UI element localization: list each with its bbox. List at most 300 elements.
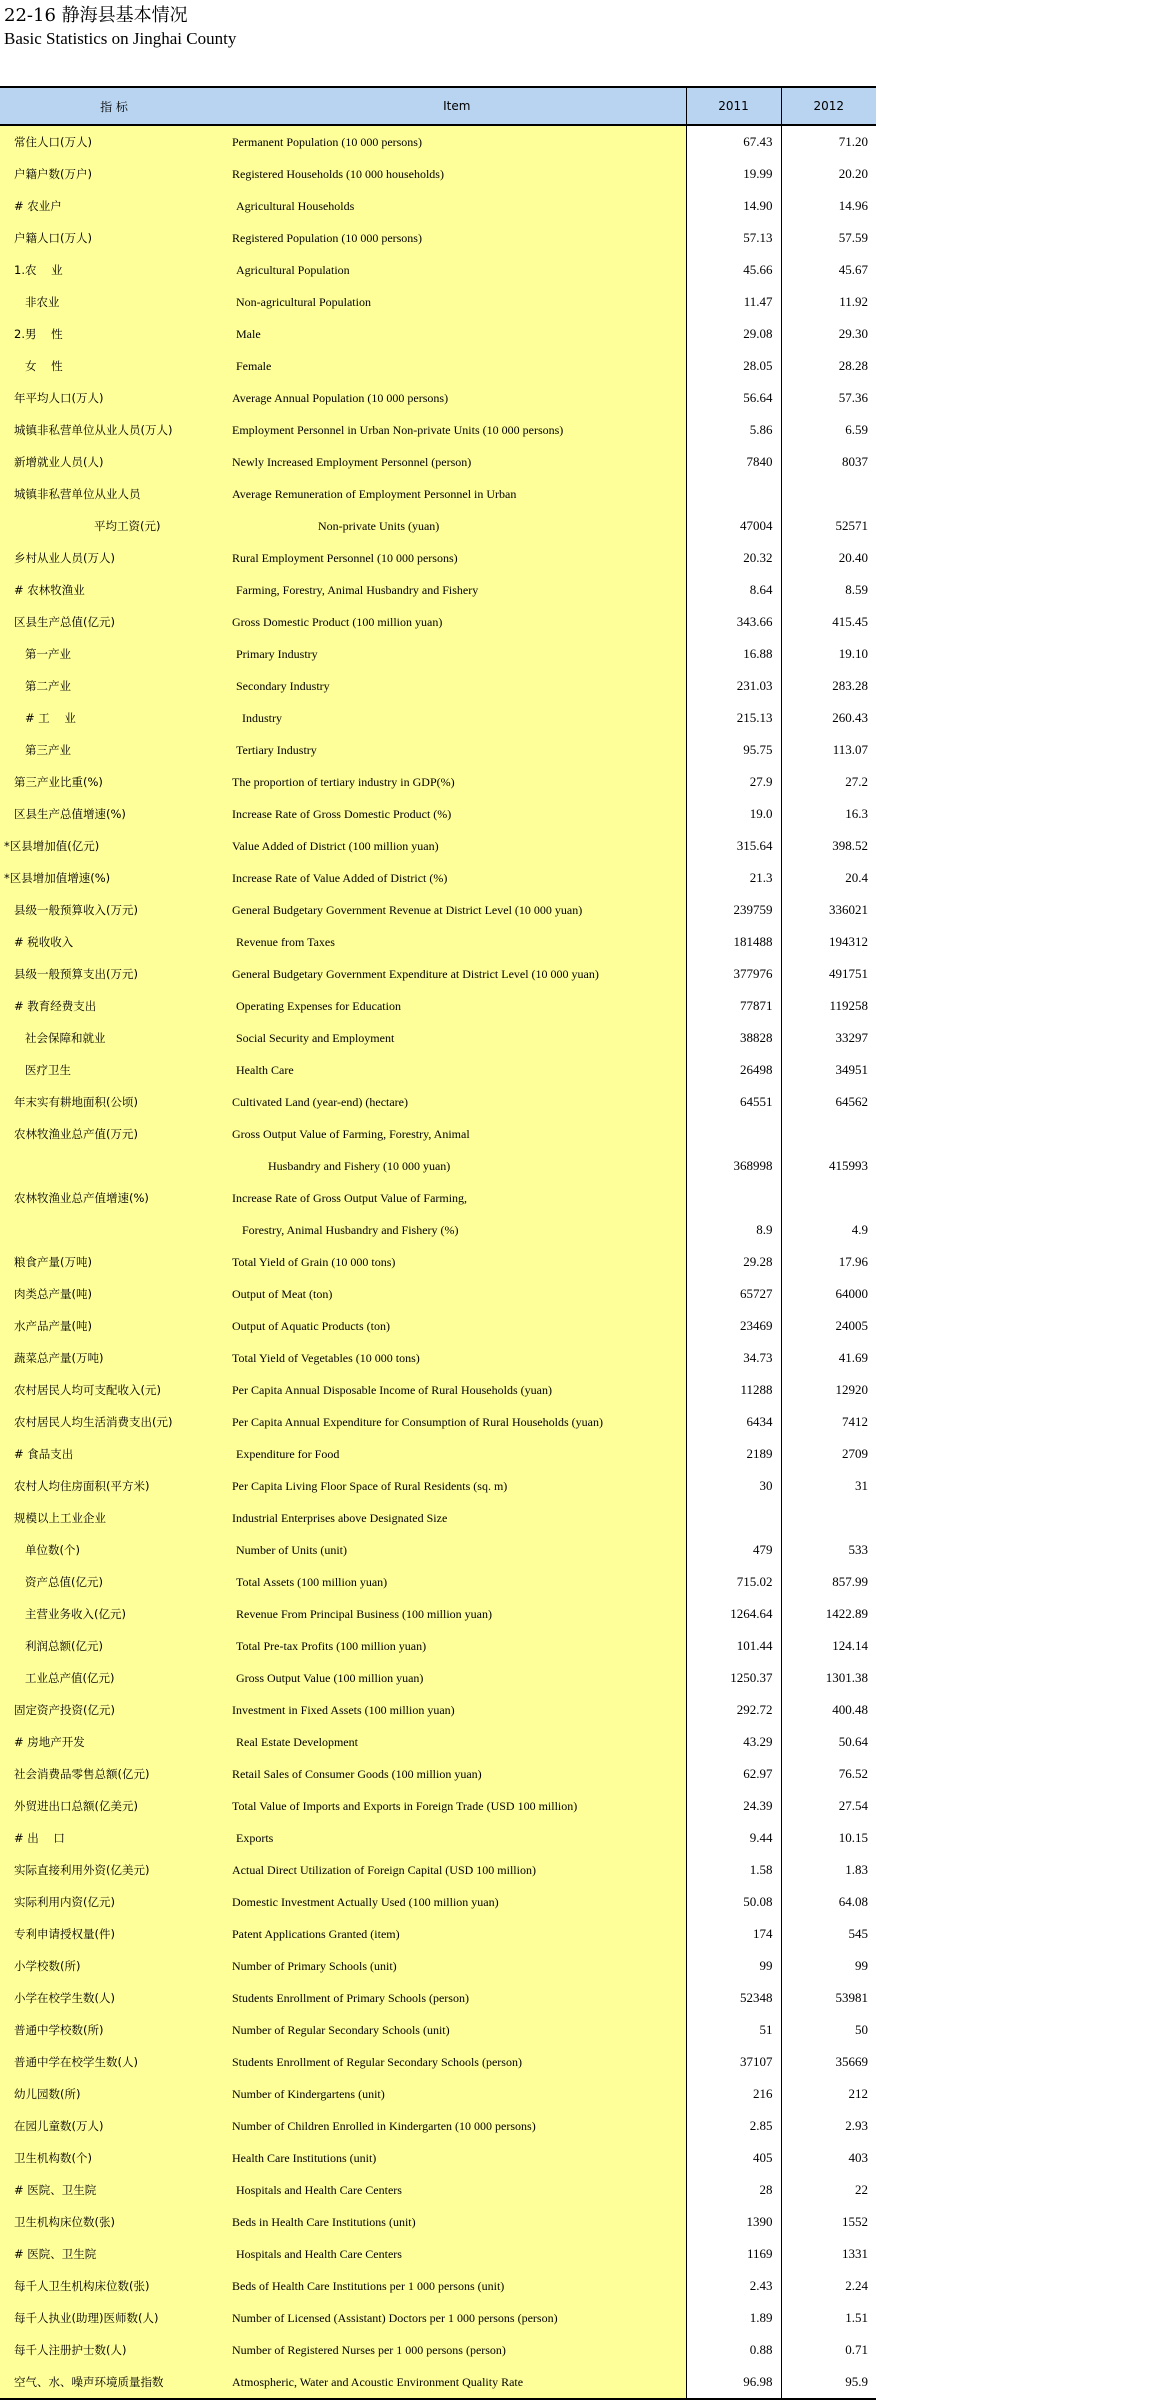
table-row bbox=[0, 1022, 876, 1054]
indicator-cn-cell: 每千人执业(助理)医师数(人) bbox=[0, 2302, 228, 2334]
value-2011-cell bbox=[686, 1502, 781, 1534]
indicator-cn-cell: 小学在校学生数(人) bbox=[0, 1982, 228, 2014]
indicator-cn-cell: 社会消费品零售总额(亿元) bbox=[0, 1758, 228, 1790]
table-row bbox=[0, 1182, 876, 1214]
item-en-cell: Students Enrollment of Primary Schools (person) bbox=[228, 1982, 686, 2014]
value-2011-cell: 23469 bbox=[686, 1310, 781, 1342]
value-2011-cell: 37107 bbox=[686, 2046, 781, 2078]
table-row bbox=[0, 862, 876, 894]
indicator-cn-cell: # 工 业 bbox=[0, 702, 228, 734]
item-en-cell: Average Remuneration of Employment Personnel in Urban bbox=[228, 478, 686, 510]
value-2012-cell: 283.28 bbox=[832, 678, 868, 693]
indicator-cn-cell: 主营业务收入(亿元) bbox=[0, 1598, 228, 1630]
item-en-cell: Permanent Population (10 000 persons) bbox=[228, 125, 686, 158]
value-2012-cell: 11.92 bbox=[839, 294, 868, 309]
value-2012-cell: 1.51 bbox=[845, 2310, 868, 2325]
item-en-cell: General Budgetary Government Revenue at District Level (10 000 yuan) bbox=[228, 894, 686, 926]
value-2012-cell bbox=[781, 1118, 876, 1150]
value-2011-cell: 174 bbox=[686, 1918, 781, 1950]
value-2012-cell: 57.36 bbox=[838, 390, 868, 405]
value-2012-cell: 19.10 bbox=[838, 646, 868, 661]
indicator-cn-cell: 医疗卫生 bbox=[0, 1054, 228, 1086]
indicator-cn-cell: 固定资产投资(亿元) bbox=[0, 1694, 228, 1726]
table-row bbox=[0, 606, 876, 638]
value-2011-cell: 0.88 bbox=[686, 2334, 781, 2366]
item-en-cell: Per Capita Living Floor Space of Rural Residents (sq. m) bbox=[228, 1470, 686, 1502]
table-row bbox=[0, 1246, 876, 1278]
value-2012-cell: 64562 bbox=[835, 1094, 868, 1109]
table-row bbox=[0, 1726, 876, 1758]
indicator-cn-cell: 第三产业 bbox=[0, 734, 228, 766]
value-2012-cell: 1.83 bbox=[845, 1862, 868, 1877]
value-2011-cell: 26498 bbox=[686, 1054, 781, 1086]
value-2012-cell: 4.9 bbox=[851, 1222, 868, 1237]
indicator-cn-cell: # 医院、卫生院 bbox=[0, 2174, 228, 2206]
value-2012-cell: 2709 bbox=[842, 1446, 868, 1461]
item-en-cell: Male bbox=[228, 318, 686, 350]
indicator-cn-cell: *区县增加值增速(%) bbox=[0, 862, 228, 894]
indicator-cn-cell: 2.男 性 bbox=[0, 318, 228, 350]
item-en-cell: Investment in Fixed Assets (100 million yuan) bbox=[228, 1694, 686, 1726]
item-en-cell: Gross Domestic Product (100 million yuan) bbox=[228, 606, 686, 638]
indicator-cn-cell: 第一产业 bbox=[0, 638, 228, 670]
item-en-cell: Exports bbox=[228, 1822, 686, 1854]
value-2012-cell bbox=[781, 1502, 876, 1534]
table-row bbox=[0, 702, 876, 734]
page-subtitle: Basic Statistics on Jinghai County bbox=[4, 29, 237, 48]
header-item: Item bbox=[228, 87, 686, 125]
indicator-cn-cell: 专利申请授权量(件) bbox=[0, 1918, 228, 1950]
indicator-cn-cell: 规模以上工业企业 bbox=[0, 1502, 228, 1534]
value-2012-cell: 415.45 bbox=[832, 614, 868, 629]
value-2012-cell: 403 bbox=[848, 2150, 868, 2165]
value-2012-cell: 16.3 bbox=[845, 806, 868, 821]
table-row bbox=[0, 350, 876, 382]
table-row bbox=[0, 1982, 876, 2014]
indicator-cn-cell: 户籍人口(万人) bbox=[0, 222, 228, 254]
value-2012-cell: 7412 bbox=[842, 1414, 868, 1429]
value-2011-cell: 43.29 bbox=[686, 1726, 781, 1758]
value-2012-cell: 10.15 bbox=[838, 1830, 868, 1845]
value-2011-cell: 96.98 bbox=[686, 2366, 781, 2399]
table-row bbox=[0, 1566, 876, 1598]
item-en-cell: Retail Sales of Consumer Goods (100 million yuan) bbox=[228, 1758, 686, 1790]
value-2012-cell: 20.20 bbox=[838, 166, 868, 181]
value-2011-cell: 479 bbox=[686, 1534, 781, 1566]
value-2011-cell: 2189 bbox=[686, 1438, 781, 1470]
indicator-cn-cell: 普通中学校数(所) bbox=[0, 2014, 228, 2046]
item-en-cell: Gross Output Value of Farming, Forestry, Animal bbox=[228, 1118, 686, 1150]
page-title: 22-16 静海县基本情况 bbox=[4, 5, 188, 26]
table-row bbox=[0, 1150, 876, 1182]
value-2012-cell: 22 bbox=[855, 2182, 868, 2197]
value-2012-cell: 1331 bbox=[842, 2246, 868, 2261]
value-2011-cell: 28.05 bbox=[686, 350, 781, 382]
table-row bbox=[0, 2238, 876, 2270]
value-2011-cell: 215.13 bbox=[686, 702, 781, 734]
item-en-cell: Expenditure for Food bbox=[228, 1438, 686, 1470]
item-en-cell: Operating Expenses for Education bbox=[228, 990, 686, 1022]
item-en-cell: Employment Personnel in Urban Non-private Units (10 000 persons) bbox=[228, 414, 686, 446]
value-2011-cell: 57.13 bbox=[686, 222, 781, 254]
value-2012-cell: 2.24 bbox=[845, 2278, 868, 2293]
table-row bbox=[0, 958, 876, 990]
value-2012-cell: 57.59 bbox=[838, 230, 868, 245]
table-row bbox=[0, 894, 876, 926]
item-en-cell: Non-private Units (yuan) bbox=[228, 510, 686, 542]
item-en-cell: Real Estate Development bbox=[228, 1726, 686, 1758]
value-2011-cell: 1264.64 bbox=[686, 1598, 781, 1630]
item-en-cell: Health Care Institutions (unit) bbox=[228, 2142, 686, 2174]
indicator-cn-cell: 城镇非私营单位从业人员 bbox=[0, 478, 228, 510]
item-en-cell: Number of Kindergartens (unit) bbox=[228, 2078, 686, 2110]
value-2011-cell: 292.72 bbox=[686, 1694, 781, 1726]
value-2012-cell: 34951 bbox=[835, 1062, 868, 1077]
item-en-cell: Beds in Health Care Institutions (unit) bbox=[228, 2206, 686, 2238]
indicator-cn-cell: 区县生产总值增速(%) bbox=[0, 798, 228, 830]
indicator-cn-cell: 户籍户数(万户) bbox=[0, 158, 228, 190]
value-2012-cell: 212 bbox=[848, 2086, 868, 2101]
value-2012-cell: 1422.89 bbox=[825, 1606, 868, 1621]
item-en-cell: Total Assets (100 million yuan) bbox=[228, 1566, 686, 1598]
table-row bbox=[0, 1886, 876, 1918]
value-2011-cell: 51 bbox=[686, 2014, 781, 2046]
value-2011-cell: 45.66 bbox=[686, 254, 781, 286]
item-en-cell: Value Added of District (100 million yuan) bbox=[228, 830, 686, 862]
value-2011-cell: 377976 bbox=[686, 958, 781, 990]
header-year-2012: 2012 bbox=[781, 87, 876, 125]
table-row bbox=[0, 734, 876, 766]
value-2011-cell: 38828 bbox=[686, 1022, 781, 1054]
indicator-cn-cell: # 教育经费支出 bbox=[0, 990, 228, 1022]
table-row bbox=[0, 2366, 876, 2399]
indicator-cn-cell: 县级一般预算收入(万元) bbox=[0, 894, 228, 926]
item-en-cell: Revenue from Taxes bbox=[228, 926, 686, 958]
value-2012-cell: 29.30 bbox=[838, 326, 868, 341]
item-en-cell: Agricultural Households bbox=[228, 190, 686, 222]
value-2011-cell: 6434 bbox=[686, 1406, 781, 1438]
value-2012-cell: 260.43 bbox=[832, 710, 868, 725]
value-2011-cell: 27.9 bbox=[686, 766, 781, 798]
item-en-cell: Female bbox=[228, 350, 686, 382]
value-2011-cell: 9.44 bbox=[686, 1822, 781, 1854]
table-row bbox=[0, 478, 876, 510]
table-row bbox=[0, 2046, 876, 2078]
value-2011-cell bbox=[686, 478, 781, 510]
table-row bbox=[0, 222, 876, 254]
value-2011-cell: 24.39 bbox=[686, 1790, 781, 1822]
table-row bbox=[0, 125, 876, 158]
table-row bbox=[0, 446, 876, 478]
value-2011-cell: 52348 bbox=[686, 1982, 781, 2014]
value-2011-cell: 21.3 bbox=[686, 862, 781, 894]
value-2011-cell: 34.73 bbox=[686, 1342, 781, 1374]
table-row bbox=[0, 1854, 876, 1886]
item-en-cell: Husbandry and Fishery (10 000 yuan) bbox=[228, 1150, 686, 1182]
item-en-cell: Atmospheric, Water and Acoustic Environment Quality Rate bbox=[228, 2366, 686, 2399]
item-en-cell: Increase Rate of Gross Output Value of Farming, bbox=[228, 1182, 686, 1214]
item-en-cell: Total Yield of Vegetables (10 000 tons) bbox=[228, 1342, 686, 1374]
value-2011-cell: 50.08 bbox=[686, 1886, 781, 1918]
table-row bbox=[0, 1630, 876, 1662]
value-2012-cell: 194312 bbox=[829, 934, 868, 949]
value-2012-cell bbox=[781, 1182, 876, 1214]
item-en-cell: Gross Output Value (100 million yuan) bbox=[228, 1662, 686, 1694]
value-2011-cell: 99 bbox=[686, 1950, 781, 1982]
indicator-cn-cell: 水产品产量(吨) bbox=[0, 1310, 228, 1342]
value-2012-cell: 0.71 bbox=[845, 2342, 868, 2357]
indicator-cn-cell: 农林牧渔业总产值增速(%) bbox=[0, 1182, 228, 1214]
indicator-cn-cell: 区县生产总值(亿元) bbox=[0, 606, 228, 638]
table-row bbox=[0, 318, 876, 350]
value-2012-cell: 24005 bbox=[835, 1318, 868, 1333]
value-2012-cell: 8037 bbox=[842, 454, 868, 469]
value-2011-cell: 30 bbox=[686, 1470, 781, 1502]
item-en-cell: Farming, Forestry, Animal Husbandry and Fishery bbox=[228, 574, 686, 606]
table-row bbox=[0, 1054, 876, 1086]
statistics-table bbox=[0, 86, 876, 2400]
item-en-cell: Non-agricultural Population bbox=[228, 286, 686, 318]
table-row bbox=[0, 510, 876, 542]
value-2012-cell: 2.93 bbox=[845, 2118, 868, 2133]
table-row bbox=[0, 1406, 876, 1438]
item-en-cell: Number of Primary Schools (unit) bbox=[228, 1950, 686, 1982]
item-en-cell: Increase Rate of Gross Domestic Product (%) bbox=[228, 798, 686, 830]
indicator-cn-cell: 农村居民人均可支配收入(元) bbox=[0, 1374, 228, 1406]
value-2012-cell bbox=[781, 478, 876, 510]
value-2012-cell: 28.28 bbox=[838, 358, 868, 373]
indicator-cn-cell: 非农业 bbox=[0, 286, 228, 318]
indicator-cn-cell: 普通中学在校学生数(人) bbox=[0, 2046, 228, 2078]
indicator-cn-cell: # 农业户 bbox=[0, 190, 228, 222]
table-row bbox=[0, 798, 876, 830]
indicator-cn-cell: 实际利用内资(亿元) bbox=[0, 1886, 228, 1918]
value-2011-cell: 101.44 bbox=[686, 1630, 781, 1662]
value-2011-cell: 231.03 bbox=[686, 670, 781, 702]
value-2012-cell: 64.08 bbox=[838, 1894, 868, 1909]
value-2012-cell: 35669 bbox=[835, 2054, 868, 2069]
item-en-cell: Social Security and Employment bbox=[228, 1022, 686, 1054]
item-en-cell: Number of Units (unit) bbox=[228, 1534, 686, 1566]
value-2012-cell: 27.2 bbox=[845, 774, 868, 789]
item-en-cell: Primary Industry bbox=[228, 638, 686, 670]
value-2011-cell: 19.0 bbox=[686, 798, 781, 830]
item-en-cell: Tertiary Industry bbox=[228, 734, 686, 766]
item-en-cell: Total Value of Imports and Exports in Foreign Trade (USD 100 million) bbox=[228, 1790, 686, 1822]
indicator-cn-cell: 乡村从业人员(万人) bbox=[0, 542, 228, 574]
table-row bbox=[0, 1790, 876, 1822]
table-row bbox=[0, 158, 876, 190]
indicator-cn-cell bbox=[0, 1150, 228, 1182]
value-2012-cell: 113.07 bbox=[832, 742, 868, 757]
indicator-cn-cell: 常住人口(万人) bbox=[0, 125, 228, 158]
indicator-cn-cell: # 税收收入 bbox=[0, 926, 228, 958]
value-2012-cell: 545 bbox=[848, 1926, 868, 1941]
table-row bbox=[0, 2174, 876, 2206]
table-row bbox=[0, 1310, 876, 1342]
indicator-cn-cell: 第三产业比重(%) bbox=[0, 766, 228, 798]
item-en-cell: Total Pre-tax Profits (100 million yuan) bbox=[228, 1630, 686, 1662]
value-2012-cell: 12920 bbox=[835, 1382, 868, 1397]
indicator-cn-cell: 农林牧渔业总产值(万元) bbox=[0, 1118, 228, 1150]
table-row bbox=[0, 1118, 876, 1150]
value-2011-cell: 368998 bbox=[686, 1150, 781, 1182]
item-en-cell: Output of Meat (ton) bbox=[228, 1278, 686, 1310]
value-2011-cell: 19.99 bbox=[686, 158, 781, 190]
value-2012-cell: 41.69 bbox=[838, 1350, 868, 1365]
value-2011-cell: 181488 bbox=[686, 926, 781, 958]
value-2012-cell: 124.14 bbox=[832, 1638, 868, 1653]
table-row bbox=[0, 990, 876, 1022]
value-2012-cell: 415993 bbox=[829, 1158, 868, 1173]
indicator-cn-cell: 在园儿童数(万人) bbox=[0, 2110, 228, 2142]
value-2012-cell: 45.67 bbox=[838, 262, 868, 277]
item-en-cell: Registered Population (10 000 persons) bbox=[228, 222, 686, 254]
value-2011-cell: 239759 bbox=[686, 894, 781, 926]
value-2011-cell: 1169 bbox=[686, 2238, 781, 2270]
value-2012-cell: 119258 bbox=[829, 998, 868, 1013]
table-row bbox=[0, 1502, 876, 1534]
indicator-cn-cell: 1.农 业 bbox=[0, 254, 228, 286]
value-2012-cell: 53981 bbox=[835, 1990, 868, 2005]
value-2011-cell: 65727 bbox=[686, 1278, 781, 1310]
indicator-cn-cell: 利润总额(亿元) bbox=[0, 1630, 228, 1662]
item-en-cell: Hospitals and Health Care Centers bbox=[228, 2174, 686, 2206]
indicator-cn-cell: 空气、水、噪声环境质量指数 bbox=[0, 2366, 228, 2399]
item-en-cell: Industrial Enterprises above Designated Size bbox=[228, 1502, 686, 1534]
value-2012-cell: 33297 bbox=[835, 1030, 868, 1045]
table-row bbox=[0, 1214, 876, 1246]
item-en-cell: Registered Households (10 000 households) bbox=[228, 158, 686, 190]
indicator-cn-cell: 外贸进出口总额(亿美元) bbox=[0, 1790, 228, 1822]
indicator-cn-cell: 社会保障和就业 bbox=[0, 1022, 228, 1054]
value-2011-cell: 1.89 bbox=[686, 2302, 781, 2334]
value-2011-cell: 77871 bbox=[686, 990, 781, 1022]
value-2011-cell: 29.28 bbox=[686, 1246, 781, 1278]
value-2011-cell bbox=[686, 1118, 781, 1150]
indicator-cn-cell: 平均工资(元) bbox=[0, 510, 228, 542]
table-row bbox=[0, 1918, 876, 1950]
indicator-cn-cell: 肉类总产量(吨) bbox=[0, 1278, 228, 1310]
indicator-cn-cell: # 医院、卫生院 bbox=[0, 2238, 228, 2270]
value-2011-cell: 67.43 bbox=[686, 125, 781, 158]
item-en-cell: Forestry, Animal Husbandry and Fishery (%) bbox=[228, 1214, 686, 1246]
value-2012-cell: 1552 bbox=[842, 2214, 868, 2229]
indicator-cn-cell bbox=[0, 1214, 228, 1246]
value-2011-cell: 47004 bbox=[686, 510, 781, 542]
item-en-cell: Number of Licensed (Assistant) Doctors per 1 000 persons (person) bbox=[228, 2302, 686, 2334]
value-2011-cell: 28 bbox=[686, 2174, 781, 2206]
value-2012-cell: 14.96 bbox=[838, 198, 868, 213]
value-2011-cell: 95.75 bbox=[686, 734, 781, 766]
item-en-cell: Output of Aquatic Products (ton) bbox=[228, 1310, 686, 1342]
value-2011-cell: 1.58 bbox=[686, 1854, 781, 1886]
value-2011-cell: 11.47 bbox=[686, 286, 781, 318]
value-2011-cell: 8.64 bbox=[686, 574, 781, 606]
value-2011-cell: 343.66 bbox=[686, 606, 781, 638]
value-2011-cell: 8.9 bbox=[686, 1214, 781, 1246]
value-2012-cell: 20.4 bbox=[845, 870, 868, 885]
table-body bbox=[0, 125, 876, 2399]
table-row bbox=[0, 1662, 876, 1694]
item-en-cell: Revenue From Principal Business (100 million yuan) bbox=[228, 1598, 686, 1630]
value-2011-cell: 7840 bbox=[686, 446, 781, 478]
table-row bbox=[0, 830, 876, 862]
indicator-cn-cell: 农村居民人均生活消费支出(元) bbox=[0, 1406, 228, 1438]
item-en-cell: Hospitals and Health Care Centers bbox=[228, 2238, 686, 2270]
value-2011-cell: 5.86 bbox=[686, 414, 781, 446]
table-row bbox=[0, 2270, 876, 2302]
value-2011-cell: 64551 bbox=[686, 1086, 781, 1118]
value-2011-cell: 62.97 bbox=[686, 1758, 781, 1790]
indicator-cn-cell: # 出 口 bbox=[0, 1822, 228, 1854]
indicator-cn-cell: 年末实有耕地面积(公顷) bbox=[0, 1086, 228, 1118]
table-row bbox=[0, 670, 876, 702]
value-2011-cell: 405 bbox=[686, 2142, 781, 2174]
item-en-cell: Number of Regular Secondary Schools (unit) bbox=[228, 2014, 686, 2046]
indicator-cn-cell: 女 性 bbox=[0, 350, 228, 382]
indicator-cn-cell: 幼儿园数(所) bbox=[0, 2078, 228, 2110]
value-2012-cell: 491751 bbox=[829, 966, 868, 981]
value-2011-cell: 56.64 bbox=[686, 382, 781, 414]
table-row bbox=[0, 1822, 876, 1854]
value-2012-cell: 31 bbox=[855, 1478, 868, 1493]
indicator-cn-cell: 每千人注册护士数(人) bbox=[0, 2334, 228, 2366]
value-2012-cell: 857.99 bbox=[832, 1574, 868, 1589]
value-2012-cell: 17.96 bbox=[838, 1254, 868, 1269]
indicator-cn-cell: 第二产业 bbox=[0, 670, 228, 702]
item-en-cell: Students Enrollment of Regular Secondary Schools (person) bbox=[228, 2046, 686, 2078]
table-row bbox=[0, 1694, 876, 1726]
value-2012-cell: 76.52 bbox=[838, 1766, 868, 1781]
value-2012-cell: 95.9 bbox=[781, 2366, 876, 2399]
value-2011-cell: 2.43 bbox=[686, 2270, 781, 2302]
item-en-cell: Per Capita Annual Expenditure for Consumption of Rural Households (yuan) bbox=[228, 1406, 686, 1438]
item-en-cell: Patent Applications Granted (item) bbox=[228, 1918, 686, 1950]
value-2012-cell: 398.52 bbox=[832, 838, 868, 853]
value-2012-cell: 20.40 bbox=[838, 550, 868, 565]
indicator-cn-cell: 粮食产量(万吨) bbox=[0, 1246, 228, 1278]
table-row bbox=[0, 2142, 876, 2174]
table-row bbox=[0, 2110, 876, 2142]
indicator-cn-cell: 卫生机构床位数(张) bbox=[0, 2206, 228, 2238]
indicator-cn-cell: 新增就业人员(人) bbox=[0, 446, 228, 478]
item-en-cell: Average Annual Population (10 000 persons) bbox=[228, 382, 686, 414]
item-en-cell: Cultivated Land (year-end) (hectare) bbox=[228, 1086, 686, 1118]
value-2012-cell: 336021 bbox=[829, 902, 868, 917]
indicator-cn-cell: 蔬菜总产量(万吨) bbox=[0, 1342, 228, 1374]
value-2012-cell: 6.59 bbox=[845, 422, 868, 437]
indicator-cn-cell: 小学校数(所) bbox=[0, 1950, 228, 1982]
table-row bbox=[0, 1342, 876, 1374]
table-row bbox=[0, 638, 876, 670]
table-row bbox=[0, 286, 876, 318]
indicator-cn-cell: # 农林牧渔业 bbox=[0, 574, 228, 606]
table-row bbox=[0, 414, 876, 446]
table-row bbox=[0, 190, 876, 222]
table-row bbox=[0, 1086, 876, 1118]
indicator-cn-cell: 每千人卫生机构床位数(张) bbox=[0, 2270, 228, 2302]
value-2012-cell: 99 bbox=[855, 1958, 868, 1973]
indicator-cn-cell: 单位数(个) bbox=[0, 1534, 228, 1566]
item-en-cell: Increase Rate of Value Added of District (%) bbox=[228, 862, 686, 894]
item-en-cell: Total Yield of Grain (10 000 tons) bbox=[228, 1246, 686, 1278]
item-en-cell: Industry bbox=[228, 702, 686, 734]
indicator-cn-cell: 年平均人口(万人) bbox=[0, 382, 228, 414]
indicator-cn-cell: 卫生机构数(个) bbox=[0, 2142, 228, 2174]
indicator-cn-cell: 农村人均住房面积(平方米) bbox=[0, 1470, 228, 1502]
value-2011-cell: 2.85 bbox=[686, 2110, 781, 2142]
